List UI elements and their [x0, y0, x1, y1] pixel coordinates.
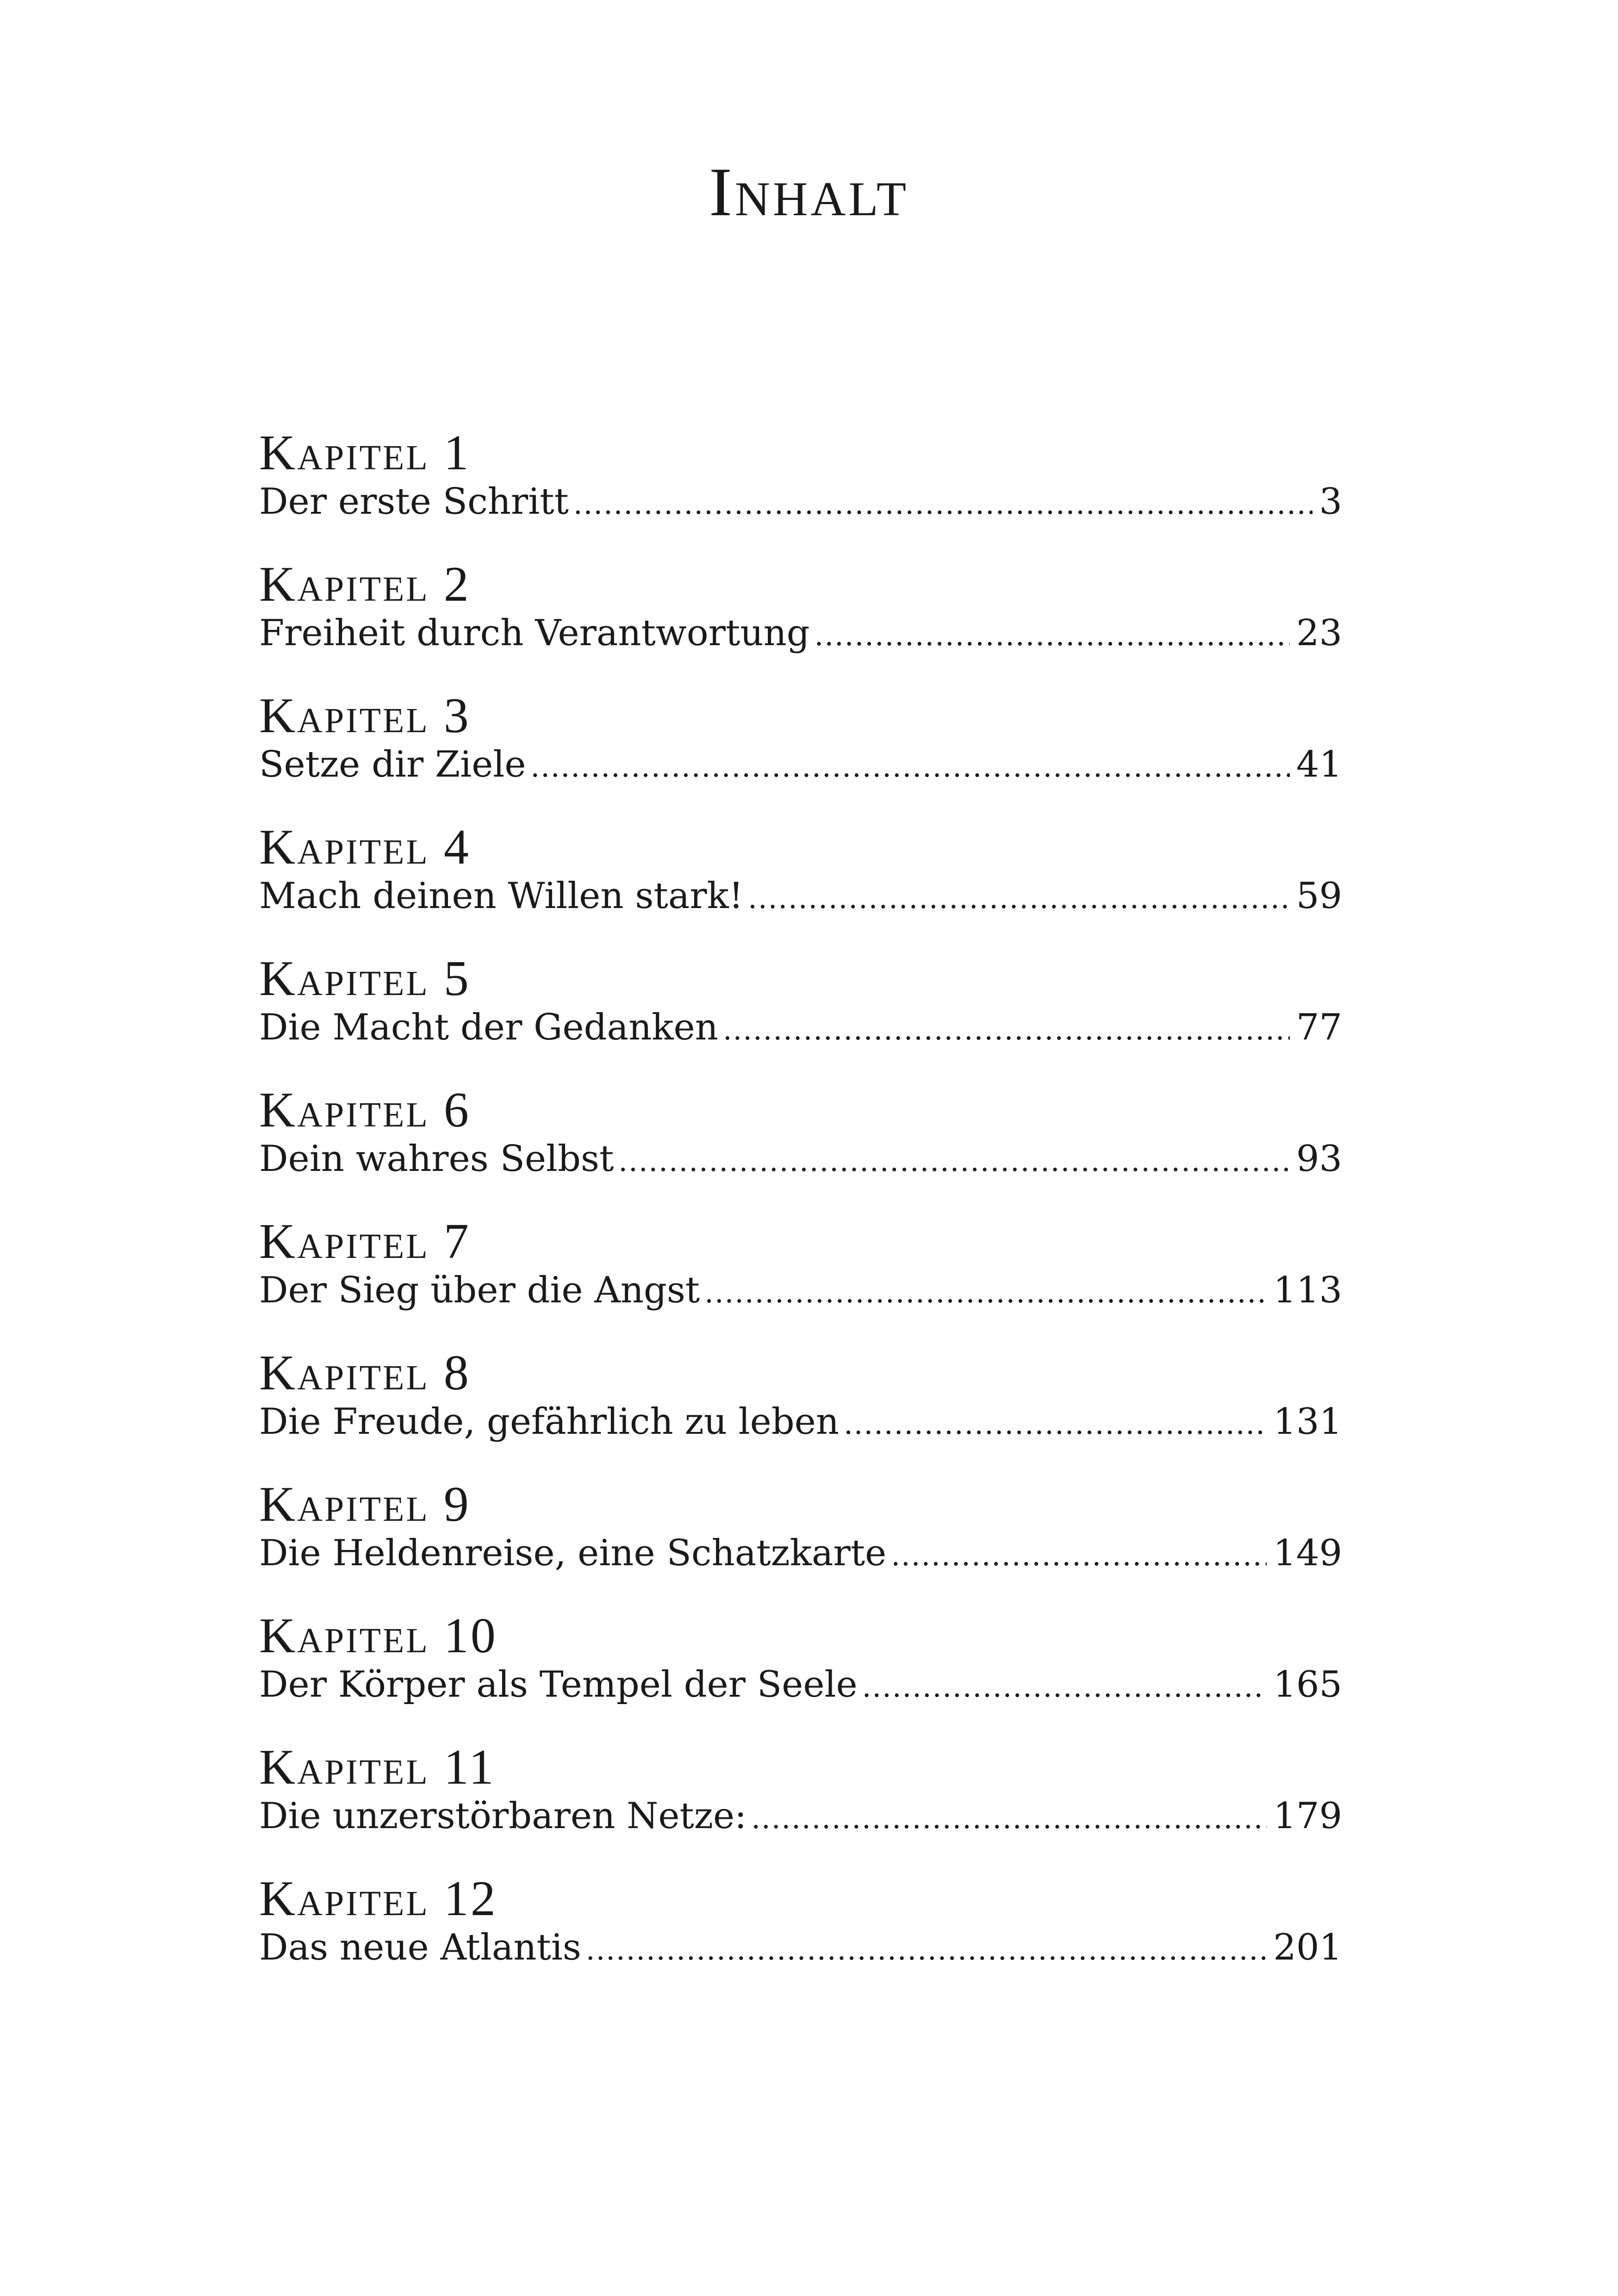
dot-leader — [618, 1147, 1289, 1176]
page-title: Inhalt — [709, 154, 909, 230]
dot-leader — [862, 1673, 1267, 1701]
dot-leader — [748, 884, 1290, 913]
dot-leader — [891, 1541, 1267, 1570]
chapter-line — [259, 1401, 1342, 1443]
page-number: 165 — [1273, 1664, 1342, 1705]
chapter-heading: Kapitel 3 — [259, 688, 471, 743]
chapter-title: Mach deinen Willen stark! — [259, 875, 744, 917]
chapter-line — [259, 1138, 1342, 1180]
toc-entry-5[interactable] — [259, 951, 1342, 1085]
chapter-line — [259, 1929, 1342, 1966]
page-number: 23 — [1296, 612, 1342, 654]
toc-entry-6[interactable] — [259, 1085, 1342, 1217]
toc-entry-7[interactable] — [259, 1214, 1342, 1348]
chapter-line — [259, 1795, 1342, 1837]
chapter-heading: Kapitel 4 — [259, 820, 471, 875]
toc-entry-3[interactable] — [259, 688, 1342, 822]
chapter-line — [259, 875, 1342, 917]
toc-entry-2[interactable] — [259, 557, 1342, 691]
dot-leader — [573, 490, 1313, 518]
chapter-heading: Kapitel 1 — [259, 425, 471, 480]
chapter-heading: Kapitel 6 — [259, 1083, 471, 1138]
dot-leader — [844, 1410, 1267, 1438]
dot-leader — [586, 1935, 1267, 1964]
page-number: 77 — [1296, 1007, 1342, 1048]
chapter-line — [259, 1269, 1342, 1311]
dot-leader — [704, 1278, 1267, 1307]
toc-entry-9[interactable] — [259, 1477, 1342, 1611]
chapter-heading: Kapitel 11 — [259, 1740, 496, 1795]
chapter-title: Der Körper als Tempel der Seele — [259, 1664, 858, 1705]
page-number: 201 — [1273, 1927, 1342, 1968]
chapter-title: Die Freude, gefährlich zu leben — [259, 1401, 840, 1443]
chapter-line — [259, 612, 1342, 654]
page-number: 179 — [1273, 1795, 1342, 1837]
chapter-title: Die Macht der Gedanken — [259, 1007, 718, 1048]
chapter-line — [259, 481, 1342, 523]
chapter-heading: Kapitel 12 — [259, 1871, 498, 1926]
chapter-title: Der erste Schritt — [259, 481, 569, 523]
page-number: 41 — [1296, 744, 1342, 785]
toc-entry-4[interactable] — [259, 822, 1342, 954]
page-number: 93 — [1296, 1138, 1342, 1180]
chapter-title: Das neue Atlantis — [259, 1927, 581, 1968]
chapter-heading: Kapitel 7 — [259, 1214, 471, 1269]
toc-entry-11[interactable] — [259, 1742, 1342, 1874]
page-number: 131 — [1273, 1401, 1342, 1443]
chapter-line — [259, 1664, 1342, 1705]
page-number: 3 — [1319, 481, 1342, 523]
chapter-title: Die Heldenreise, eine Schatzkarte — [259, 1532, 887, 1574]
toc-entry-10[interactable] — [259, 1608, 1342, 1742]
chapter-title: Die unzerstörbaren Netze: — [259, 1795, 747, 1837]
chapter-title: Freiheit durch Verantwortung — [259, 612, 810, 654]
toc-entry-8[interactable] — [259, 1345, 1342, 1480]
chapter-heading: Kapitel 5 — [259, 951, 471, 1006]
chapter-line — [259, 744, 1342, 785]
chapter-title: Setze dir Ziele — [259, 744, 526, 785]
page-number: 59 — [1296, 875, 1342, 917]
chapter-line — [259, 1007, 1342, 1048]
page-number: 113 — [1273, 1269, 1342, 1311]
dot-leader — [530, 753, 1289, 781]
chapter-line — [259, 1532, 1342, 1574]
chapter-title: Der Sieg über die Angst — [259, 1269, 700, 1311]
dot-leader — [751, 1804, 1267, 1833]
chapter-heading: Kapitel 9 — [259, 1477, 471, 1532]
dot-leader — [815, 621, 1290, 650]
page-number: 149 — [1273, 1532, 1342, 1574]
dot-leader — [723, 1015, 1290, 1044]
table-of-contents — [259, 425, 1342, 2005]
chapter-heading: Kapitel 2 — [259, 557, 471, 612]
chapter-title: Dein wahres Selbst — [259, 1138, 614, 1180]
toc-entry-1[interactable] — [259, 425, 1342, 560]
chapter-heading: Kapitel 10 — [259, 1608, 498, 1663]
chapter-heading: Kapitel 8 — [259, 1345, 471, 1400]
toc-entry-12[interactable] — [259, 1871, 1342, 2005]
